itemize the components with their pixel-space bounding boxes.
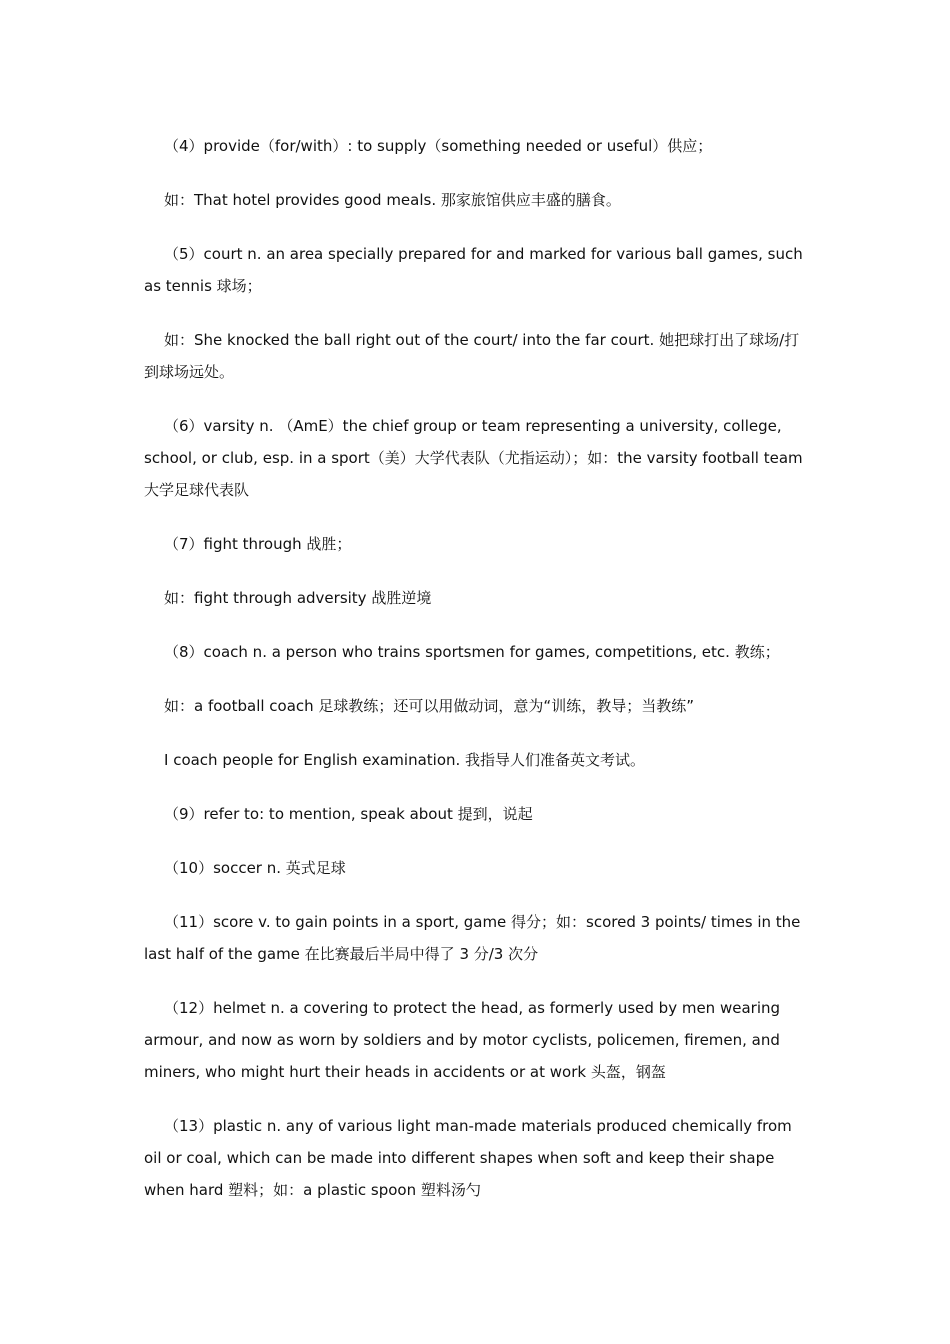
example-fight-through: 如：fight through adversity 战胜逆境 [164, 589, 432, 607]
entry-coach: （8）coach n. a person who trains sportsmen for games, competitions, etc. 教练； [164, 643, 780, 661]
entry-plastic: （13）plastic n. any of various light man-made materials produced chemically from oil or coal, which can be made into different shapes when soft and keep their shape when hard 塑料；如：a plastic spoon 塑料汤勺 [144, 1117, 792, 1199]
entry-refer-to: （9）refer to: to mention, speak about 提到，说起 [164, 805, 533, 823]
entry-soccer: （10）soccer n. 英式足球 [164, 859, 346, 877]
entry-court: （5）court n. an area specially prepared for and marked for various ball games, such as tennis 球场； [144, 245, 803, 295]
entry-fight-through: （7）fight through 战胜； [164, 535, 352, 553]
example-court: 如：She knocked the ball right out of the court/ into the far court. 她把球打出了球场/打到球场远处。 [144, 331, 800, 381]
entry-varsity: （6）varsity n. （AmE）the chief group or team representing a university, college, school, or club, esp. in a sport（美）大学代表队（尤指运动）；如：the varsity football team 大学足球代表队 [144, 417, 803, 499]
entry-helmet: （12）helmet n. a covering to protect the head, as formerly used by men wearing armour, and now as worn by soldiers and by motor cyclists, policemen, firemen, and miners, who might hurt their heads in accidents or at work 头盔，钢盔 [144, 999, 781, 1081]
entry-provide: （4）provide（for/with）: to supply（something needed or useful）供应； [164, 137, 713, 155]
document-body [144, 130, 812, 1228]
example-coach: 如：a football coach 足球教练；还可以用做动词，意为“训练，教导；当教练” [164, 697, 694, 715]
entry-score: （11）score v. to gain points in a sport, game 得分；如：scored 3 points/ times in the last half of the game 在比赛最后半局中得了 3 分/3 次分 [144, 913, 801, 963]
example-coach-verb: I coach people for English examination. 我指导人们准备英文考试。 [164, 751, 646, 769]
example-provide: 如：That hotel provides good meals. 那家旅馆供应丰盛的膳食。 [164, 191, 621, 209]
